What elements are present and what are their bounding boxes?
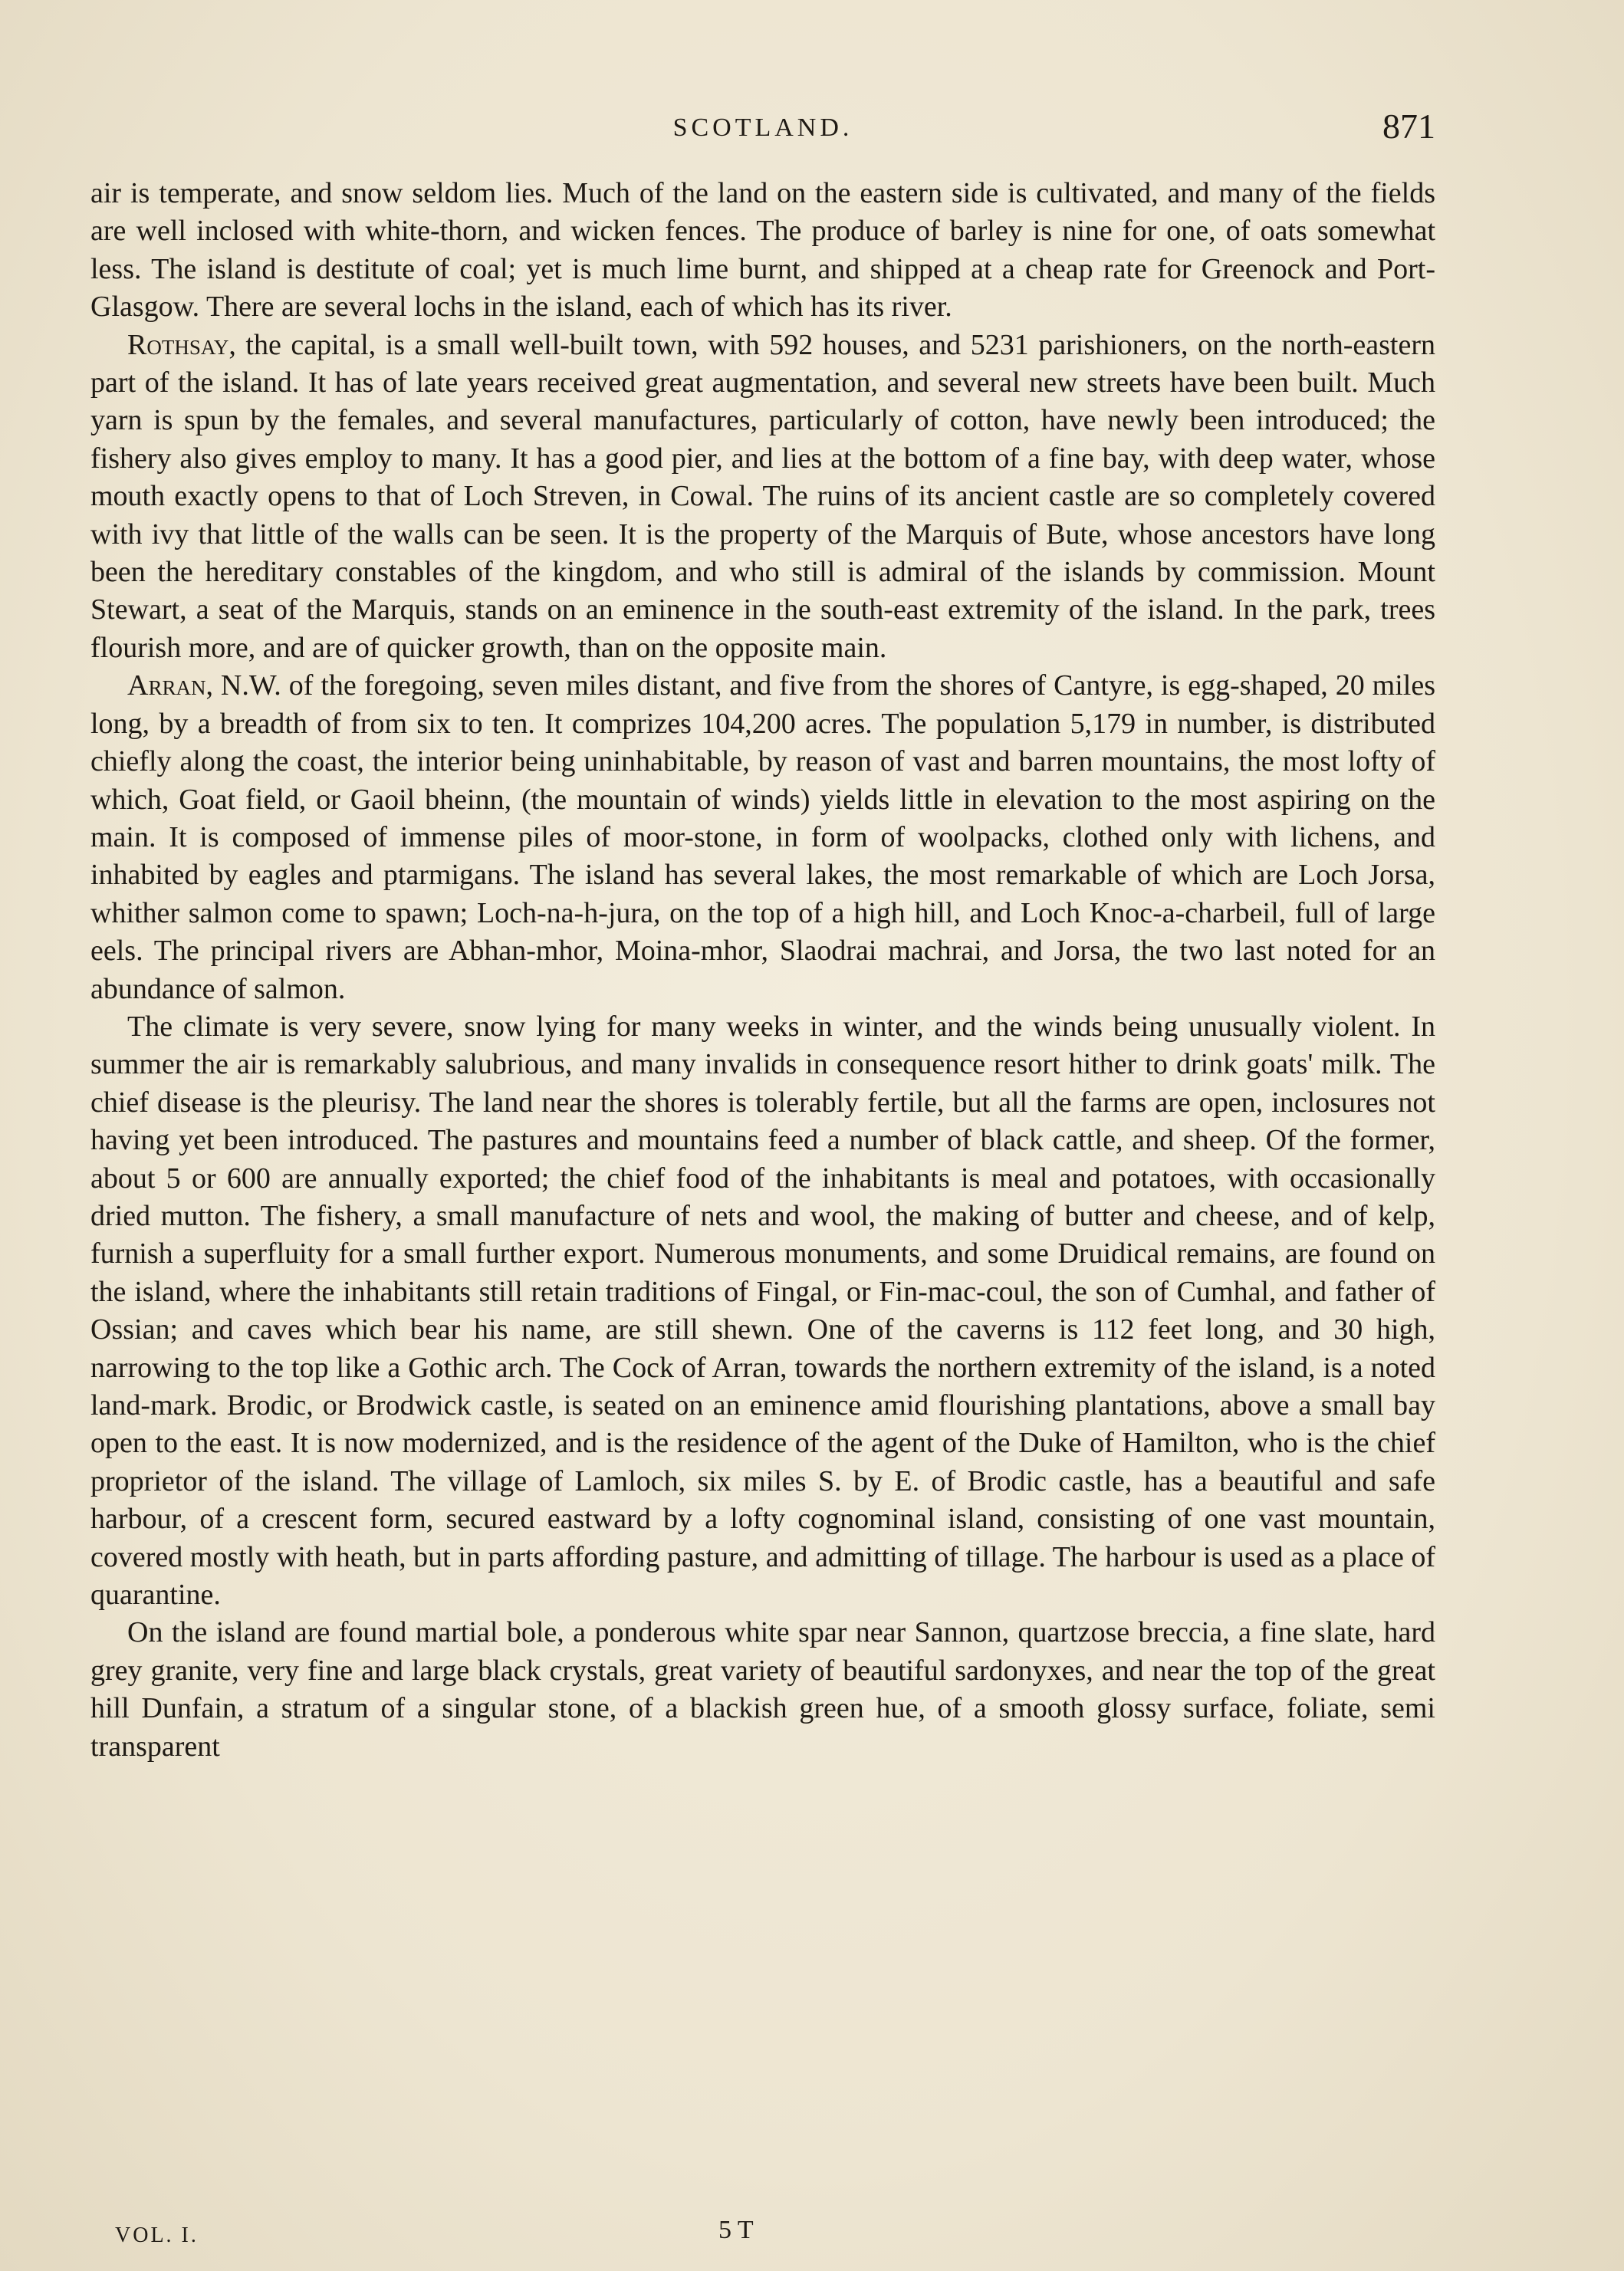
running-title: SCOTLAND. <box>672 113 853 142</box>
page-number: 871 <box>1382 107 1435 146</box>
paragraph-text: The climate is very severe, snow lying for many weeks in winter, and the winds being unusually violent. In summer the air is remarkably salubrious, and many invalids in consequence resort hither to drink goats' milk. The chief disease is the pleurisy. The land near the shores is tolerably fertile, but all the farms are open, inclosures not having yet been introduced. The pastures and mountains feed a number of black cattle, and sheep. Of the former, about 5 or 600 are annually exported; the chief food of the inhabitants is meal and potatoes, with occasionally dried mutton. The fishery, a small manufacture of nets and wool, the making of butter and cheese, and of kelp, furnish a superfluity for a small further export. Numerous monuments, and some Druidical remains, are found on the island, where the inhabitants still retain traditions of Fingal, or Fin-mac-coul, the son of Cumhal, and father of Ossian; and caves which bear his name, are still shewn. One of the caverns is 112 feet long, and 30 high, narrowing to the top like a Gothic arch. The Cock of Arran, towards the northern extremity of the island, is a noted land-mark. Brodic, or Brodwick castle, is seated on an eminence amid flourishing plantations, above a small bay open to the east. It is now modernized, and is the residence of the agent of the Duke of Hamilton, who is the chief proprietor of the island. The village of Lamloch, six miles S. by E. of Brodic castle, has a beautiful and safe harbour, of a crescent form, secured eastward by a lofty cognominal island, consisting of one vast mountain, covered mostly with heath, but in parts affording pasture, and admitting of tillage. The harbour is used as a place of quarantine. <box>90 1010 1435 1612</box>
volume-label: VOL. I. <box>115 2223 199 2247</box>
page-footer <box>115 2216 1035 2254</box>
signature-mark: 5 T <box>718 2216 754 2244</box>
paragraph-bute-continued <box>90 175 1435 327</box>
paragraph-text: , the capital, is a small well-built town, with 592 houses, and 5231 parishioners, on the north-eastern part of the island. It has of late years received great augmentation, and several new streets have been built. Much yarn is spun by the females, and several manufactures, particularly of cotton, have newly been introduced; the fishery also gives employ to many. It has a good pier, and lies at the bottom of a fine bay, with deep water, whose mouth exactly opens to that of Loch Streven, in Cowal. The ruins of its ancient castle are so completely covered with ivy that little of the walls can be seen. It is the property of the Marquis of Bute, whose ancestors have long been the hereditary constables of the kingdom, and who still is admiral of the islands by commission. Mount Stewart, a seat of the Marquis, stands on an eminence in the south-east extremity of the island. In the park, trees flourish more, and are of quicker growth, than on the opposite main. <box>90 328 1435 664</box>
paragraph-minerals <box>90 1614 1435 1766</box>
paragraph-climate <box>90 1008 1435 1615</box>
paragraph-text: , N.W. of the foregoing, seven miles distant, and five from the shores of Cantyre, is egg-shaped, 20 miles long, by a breadth of from six to ten. It comprizes 104,200 acres. The population 5,179 in number, is distributed chiefly along the coast, the interior being uninhabitable, by reason of vast and barren mountains, the most lofty of which, Goat field, or Gaoil bheinn, (the mountain of winds) yields little in elevation to the most aspiring on the main. It is composed of immense piles of moor-stone, in form of woolpacks, clothed only with lichens, and inhabited by eagles and ptarmigans. The island has several lakes, the most remarkable of which are Loch Jorsa, whither salmon come to spawn; Loch-na-h-jura, on the top of a high hill, and Loch Knoc-a-charbeil, full of large eels. The principal rivers are Abhan-mhor, Moina-mhor, Slaodrai machrai, and Jorsa, the two last noted for an abundance of salmon. <box>90 669 1435 1005</box>
paragraph-text: air is temperate, and snow seldom lies. Much of the land on the eastern side is cultivated, and many of the fields are well inclosed with white-thorn, and wicken fences. The produce of barley is nine for one, of oats somewhat less. The island is destitute of coal; yet is much lime burnt, and shipped at a cheap rate for Greenock and Port-Glasgow. There are several lochs in the island, each of which has its river. <box>90 177 1435 324</box>
paragraph-arran <box>90 667 1435 1008</box>
paragraph-text: On the island are found martial bole, a ponderous white spar near Sannon, quartzose breccia, a fine slate, hard grey granite, very fine and large black crystals, great variety of beautiful sardonyxes, and near the top of the great hill Dunfain, a stratum of a singular stone, of a blackish green hue, of a smooth glossy surface, foliate, semi transparent <box>90 1616 1435 1763</box>
running-head <box>90 106 1435 152</box>
paragraph-rothsay <box>90 327 1435 668</box>
body-text <box>90 175 1435 1766</box>
place-name-rothsay: Rothsay <box>127 328 229 361</box>
place-name-arran: Arran <box>127 669 206 702</box>
